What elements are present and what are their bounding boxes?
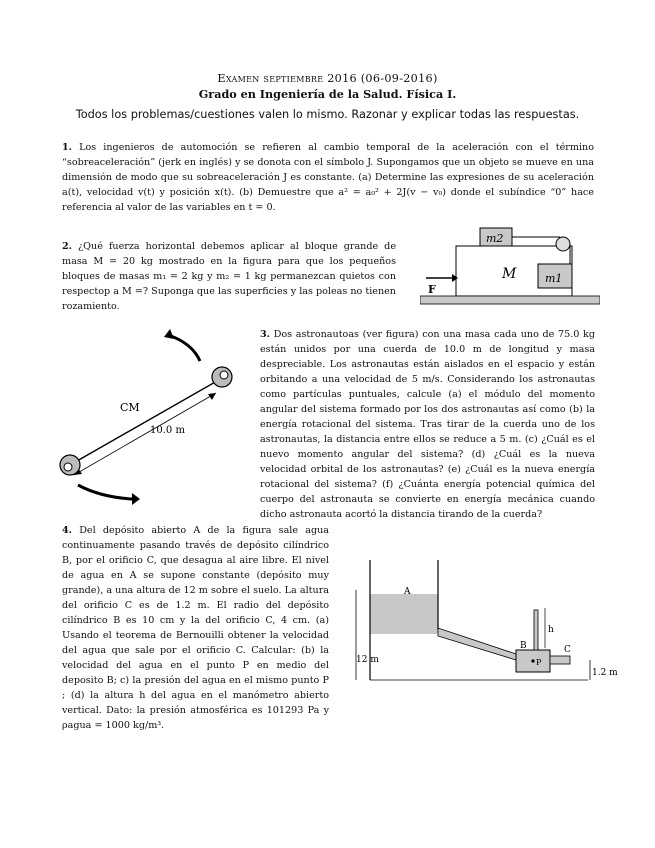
- label-force: F: [428, 283, 436, 296]
- label-height-c: 1.2 m: [592, 668, 618, 678]
- tank-figure: [350, 550, 620, 700]
- label-length: 10.0 m: [150, 425, 185, 436]
- problem-number: 2.: [62, 241, 73, 252]
- instructions-note: Todos los problemas/cuestiones valen lo mismo. Razonar y explicar todas las respuestas.: [75, 108, 580, 121]
- label-m1: m1: [545, 272, 563, 285]
- label-C: C: [564, 645, 571, 655]
- astronaut-icon-top: [212, 367, 232, 387]
- problem-text: Del depósito abierto A de la figura sale agua continuamente pasando través de depósito cilíndrico B, por el orificio C, que desagua al aire libre. El nivel de agua en A se supone constante (depósito muy grande), a una altura de 12 m sobre el suelo. La altura del orificio C es de 1.2 m. El radio del depósito cilíndrico B es 10 cm y la del orificio C, 4 cm. (a) Usando el teorema de Bernouilli obtener la velocidad del agua que sale por el orificio C. Calcular: (b) la velocidad del agua en el punto P en medio del deposito B; c) la presión del agua en el mismo punto P ; (d) la altura h del agua en el manómetro abierto vertical. Dato: la presión atmosférica es 101293 Pa y ρagua = 1000 kg/m³.: [62, 525, 329, 731]
- orifice-c: [550, 656, 570, 664]
- problem-text: Los ingenieros de automoción se refieren al cambio temporal de la aceleración con el término “sobreaceleración” (jerk en inglés) y se donota con el símbolo J. Supongamos que un objeto se mueve en una dimensión de modo que su sobreaceleración J es constante. (a) Determine las expresiones de su aceleración a(t), velocidad v(t) y posición x(t). (b) Demuestre que a² = a₀² + 2J(v − v₀) donde el subíndice “0” hace referencia al valor de las variables en t = 0.: [62, 142, 594, 213]
- problem-text: ¿Qué fuerza horizontal debemos aplicar al bloque grande de masa M = 20 kg mostrado en la figura para que los pequeños bloques de masas m₁ = 2 kg y m₂ = 1 kg permanezcan quietos con respectop a M =? Suponga que las superficies y las poleas no tienen rozamiento.: [62, 241, 396, 312]
- problem-text: Dos astronautoas (ver figura) con una masa cada uno de 75.0 kg están unidos por una cuerda de 10.0 m de longitud y masa despreciable. Los astronautas están aislados en el espacio y están orbitando a una velocidad de 5 m/s. Considerando los astronautas como partículas puntuales, calcule (a) el módulo del momento angular del sistema formado por los dos astronautas así como (b) la energía rotacional del sistema. Tras tirar de la cuerda uno de los astronautas, la distancia entre ellos se reduce a 5 m. (c) ¿Cuál es el nuevo momento angular del sistema? (d) ¿Cuál es la nueva velocidad orbital de los astronautas? (e) ¿Cuál es la nueva energía rotacional del sistema? (f) ¿Cuánta energía potencial química del cuerpo del astronauta se convierte en energía mecánica cuando dicho astronauta acortó la distancia tirando de la cuerda?: [260, 329, 595, 520]
- problem-1: [62, 140, 594, 215]
- label-A: A: [404, 587, 411, 597]
- problem-number: 3.: [260, 329, 271, 340]
- ground: [420, 296, 600, 304]
- rope-line: [70, 377, 224, 465]
- problem-number: 4.: [62, 525, 73, 536]
- label-M: M: [502, 266, 517, 282]
- label-cm: CM: [120, 401, 140, 414]
- blocks-figure: [420, 220, 600, 308]
- pipe: [438, 628, 516, 660]
- astronauts-figure: [40, 325, 255, 515]
- distance-line: [74, 393, 216, 475]
- problem-4: [62, 523, 329, 733]
- course-title: Grado en Ingeniería de la Salud. Física I.: [198, 87, 457, 101]
- label-B: B: [520, 641, 527, 651]
- label-height-a: 12 m: [356, 655, 379, 665]
- problem-number: 1.: [62, 142, 73, 153]
- pulley-icon: [556, 237, 570, 251]
- label-h: h: [548, 625, 554, 635]
- label-P: P: [536, 658, 542, 667]
- astronaut-icon-bottom: [60, 455, 80, 475]
- rotation-arrow-bottom: [78, 485, 132, 499]
- problem-3: [260, 327, 595, 522]
- problem-2: [62, 239, 396, 314]
- water-a: [370, 594, 438, 634]
- exam-title: Examen septiembre 2016 (06-09-2016): [217, 72, 438, 85]
- rotation-arrow-top: [168, 335, 200, 361]
- manometer: [534, 610, 538, 650]
- label-m2: m2: [486, 232, 504, 245]
